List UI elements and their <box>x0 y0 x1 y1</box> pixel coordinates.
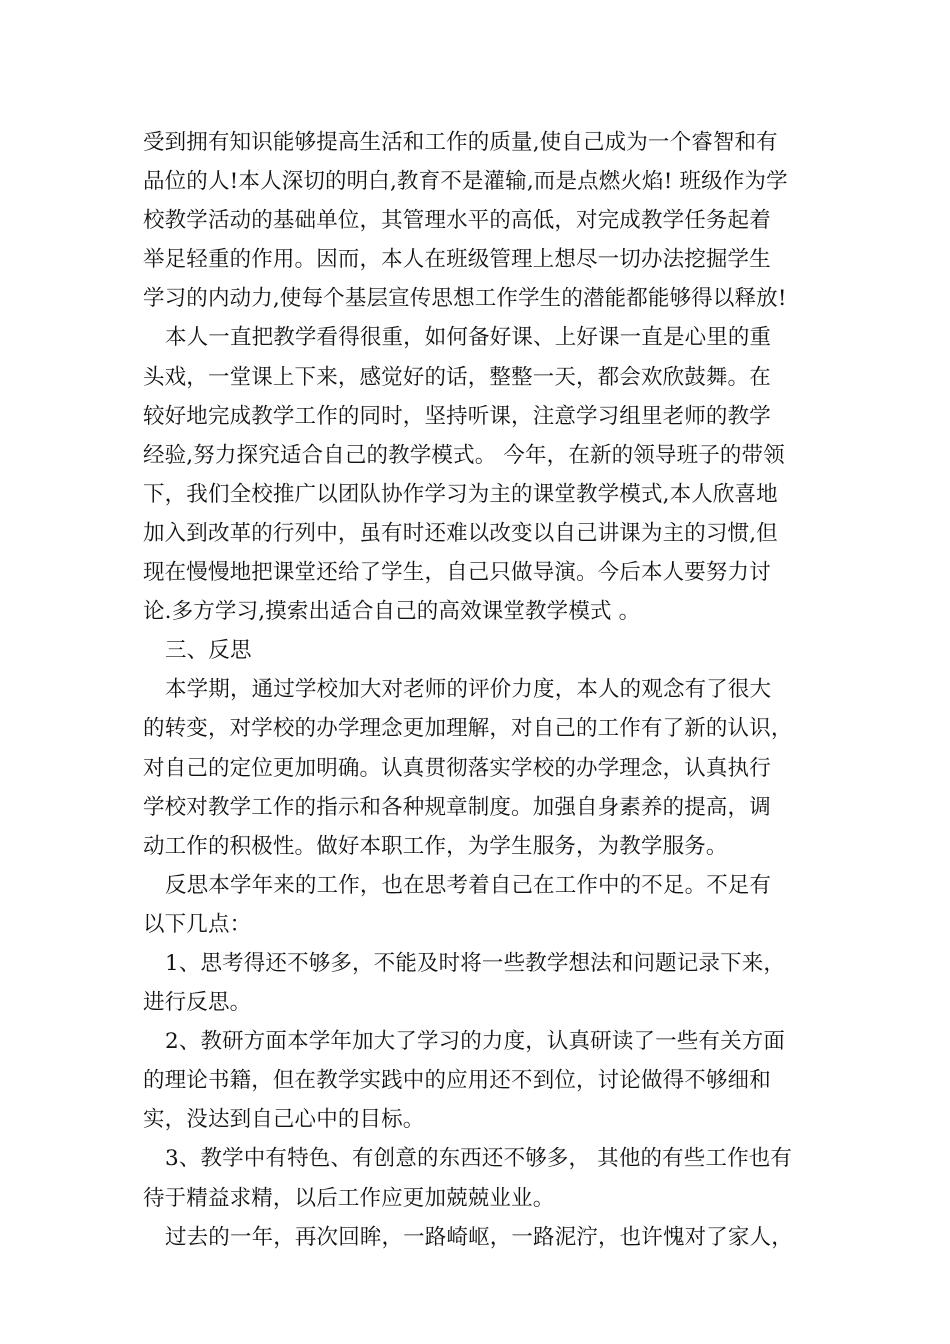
section-heading-reflection: 三、反思 <box>165 638 252 664</box>
text-line-19: 动工作的积极性。做好本职工作，为学生服务，为教学服务。 <box>143 833 728 859</box>
document-body <box>143 123 817 1257</box>
text-line-8: 较好地完成教学工作的同时，坚持听课，注意学习组里老师的教学 <box>143 403 771 429</box>
text-line-25: 的理论书籍，但在教学实践中的应用还不到位，讨论做得不够细和 <box>143 1068 771 1094</box>
text-line-13: 论.多方学习,摸索出适合自己的高效课堂教学模式 。 <box>143 599 641 625</box>
text-line-4: 举足轻重的作用。因而，本人在班级管理上想尽一切办法挖掘学生 <box>143 247 771 273</box>
paragraph-start-line-6: 本人一直把教学看得很重，如何备好课、上好课一直是心里的重 <box>165 325 772 351</box>
text-line-12: 现在慢慢地把课堂还给了学生，自己只做导演。今后本人要努力讨 <box>143 560 771 586</box>
text-line-9: 经验,努力探究适合自己的教学模式。 今年，在新的领导班子的带领 <box>143 442 785 468</box>
paragraph-start-line-29: 过去的一年，再次回眸，一路崎岖，一路泥泞，也许愧对了家人， <box>165 1224 793 1250</box>
list-item-2: 2、教研方面本学年加大了学习的力度，认真研读了一些有关方面 <box>165 1029 786 1055</box>
text-line-5: 学习的内动力,使每个基层宣传思想工作学生的潜能都能够得以释放! <box>143 286 787 312</box>
text-line-10: 下，我们全校推广以团队协作学习为主的课堂教学模式,本人欣喜地 <box>143 481 778 507</box>
text-line-3: 校教学活动的基础单位，其管理水平的高低，对完成教学任务起着 <box>143 208 771 234</box>
text-line-21: 以下几点： <box>143 911 252 937</box>
paragraph-start-line-15: 本学期，通过学校加大对老师的评价力度，本人的观念有了很大 <box>165 677 772 703</box>
text-line-17: 对自己的定位更加明确。认真贯彻落实学校的办学理念，认真执行 <box>143 755 771 781</box>
text-line-2: 品位的人!本人深切的明白,教育不是灌输,而是点燃火焰! 班级作为学 <box>143 169 788 195</box>
text-line-18: 学校对教学工作的指示和各种规章制度。加强自身素养的提高，调 <box>143 794 771 820</box>
text-line-11: 加入到改革的行列中，虽有时还难以改变以自己讲课为主的习惯,但 <box>143 520 778 546</box>
paragraph-start-line-20: 反思本学年来的工作，也在思考着自己在工作中的不足。不足有 <box>165 872 772 898</box>
text-line-28: 待于精益求精，以后工作应更加兢兢业业。 <box>143 1185 555 1211</box>
text-line-16: 的转变，对学校的办学理念更加理解，对自己的工作有了新的认识， <box>143 716 793 742</box>
list-item-1: 1、思考得还不够多，不能及时将一些教学想法和问题记录下来， <box>165 950 786 976</box>
text-line-7: 头戏，一堂课上下来，感觉好的话，整整一天，都会欢欣鼓舞。在 <box>143 364 771 390</box>
text-line-23: 进行反思。 <box>143 990 252 1016</box>
list-item-3: 3、教学中有特色、有创意的东西还不够多， 其他的有些工作也有 <box>165 1146 793 1172</box>
text-line-26: 实，没达到自己心中的目标。 <box>143 1107 425 1133</box>
text-line-1: 受到拥有知识能够提高生活和工作的质量,使自己成为一个睿智和有 <box>143 130 778 155</box>
